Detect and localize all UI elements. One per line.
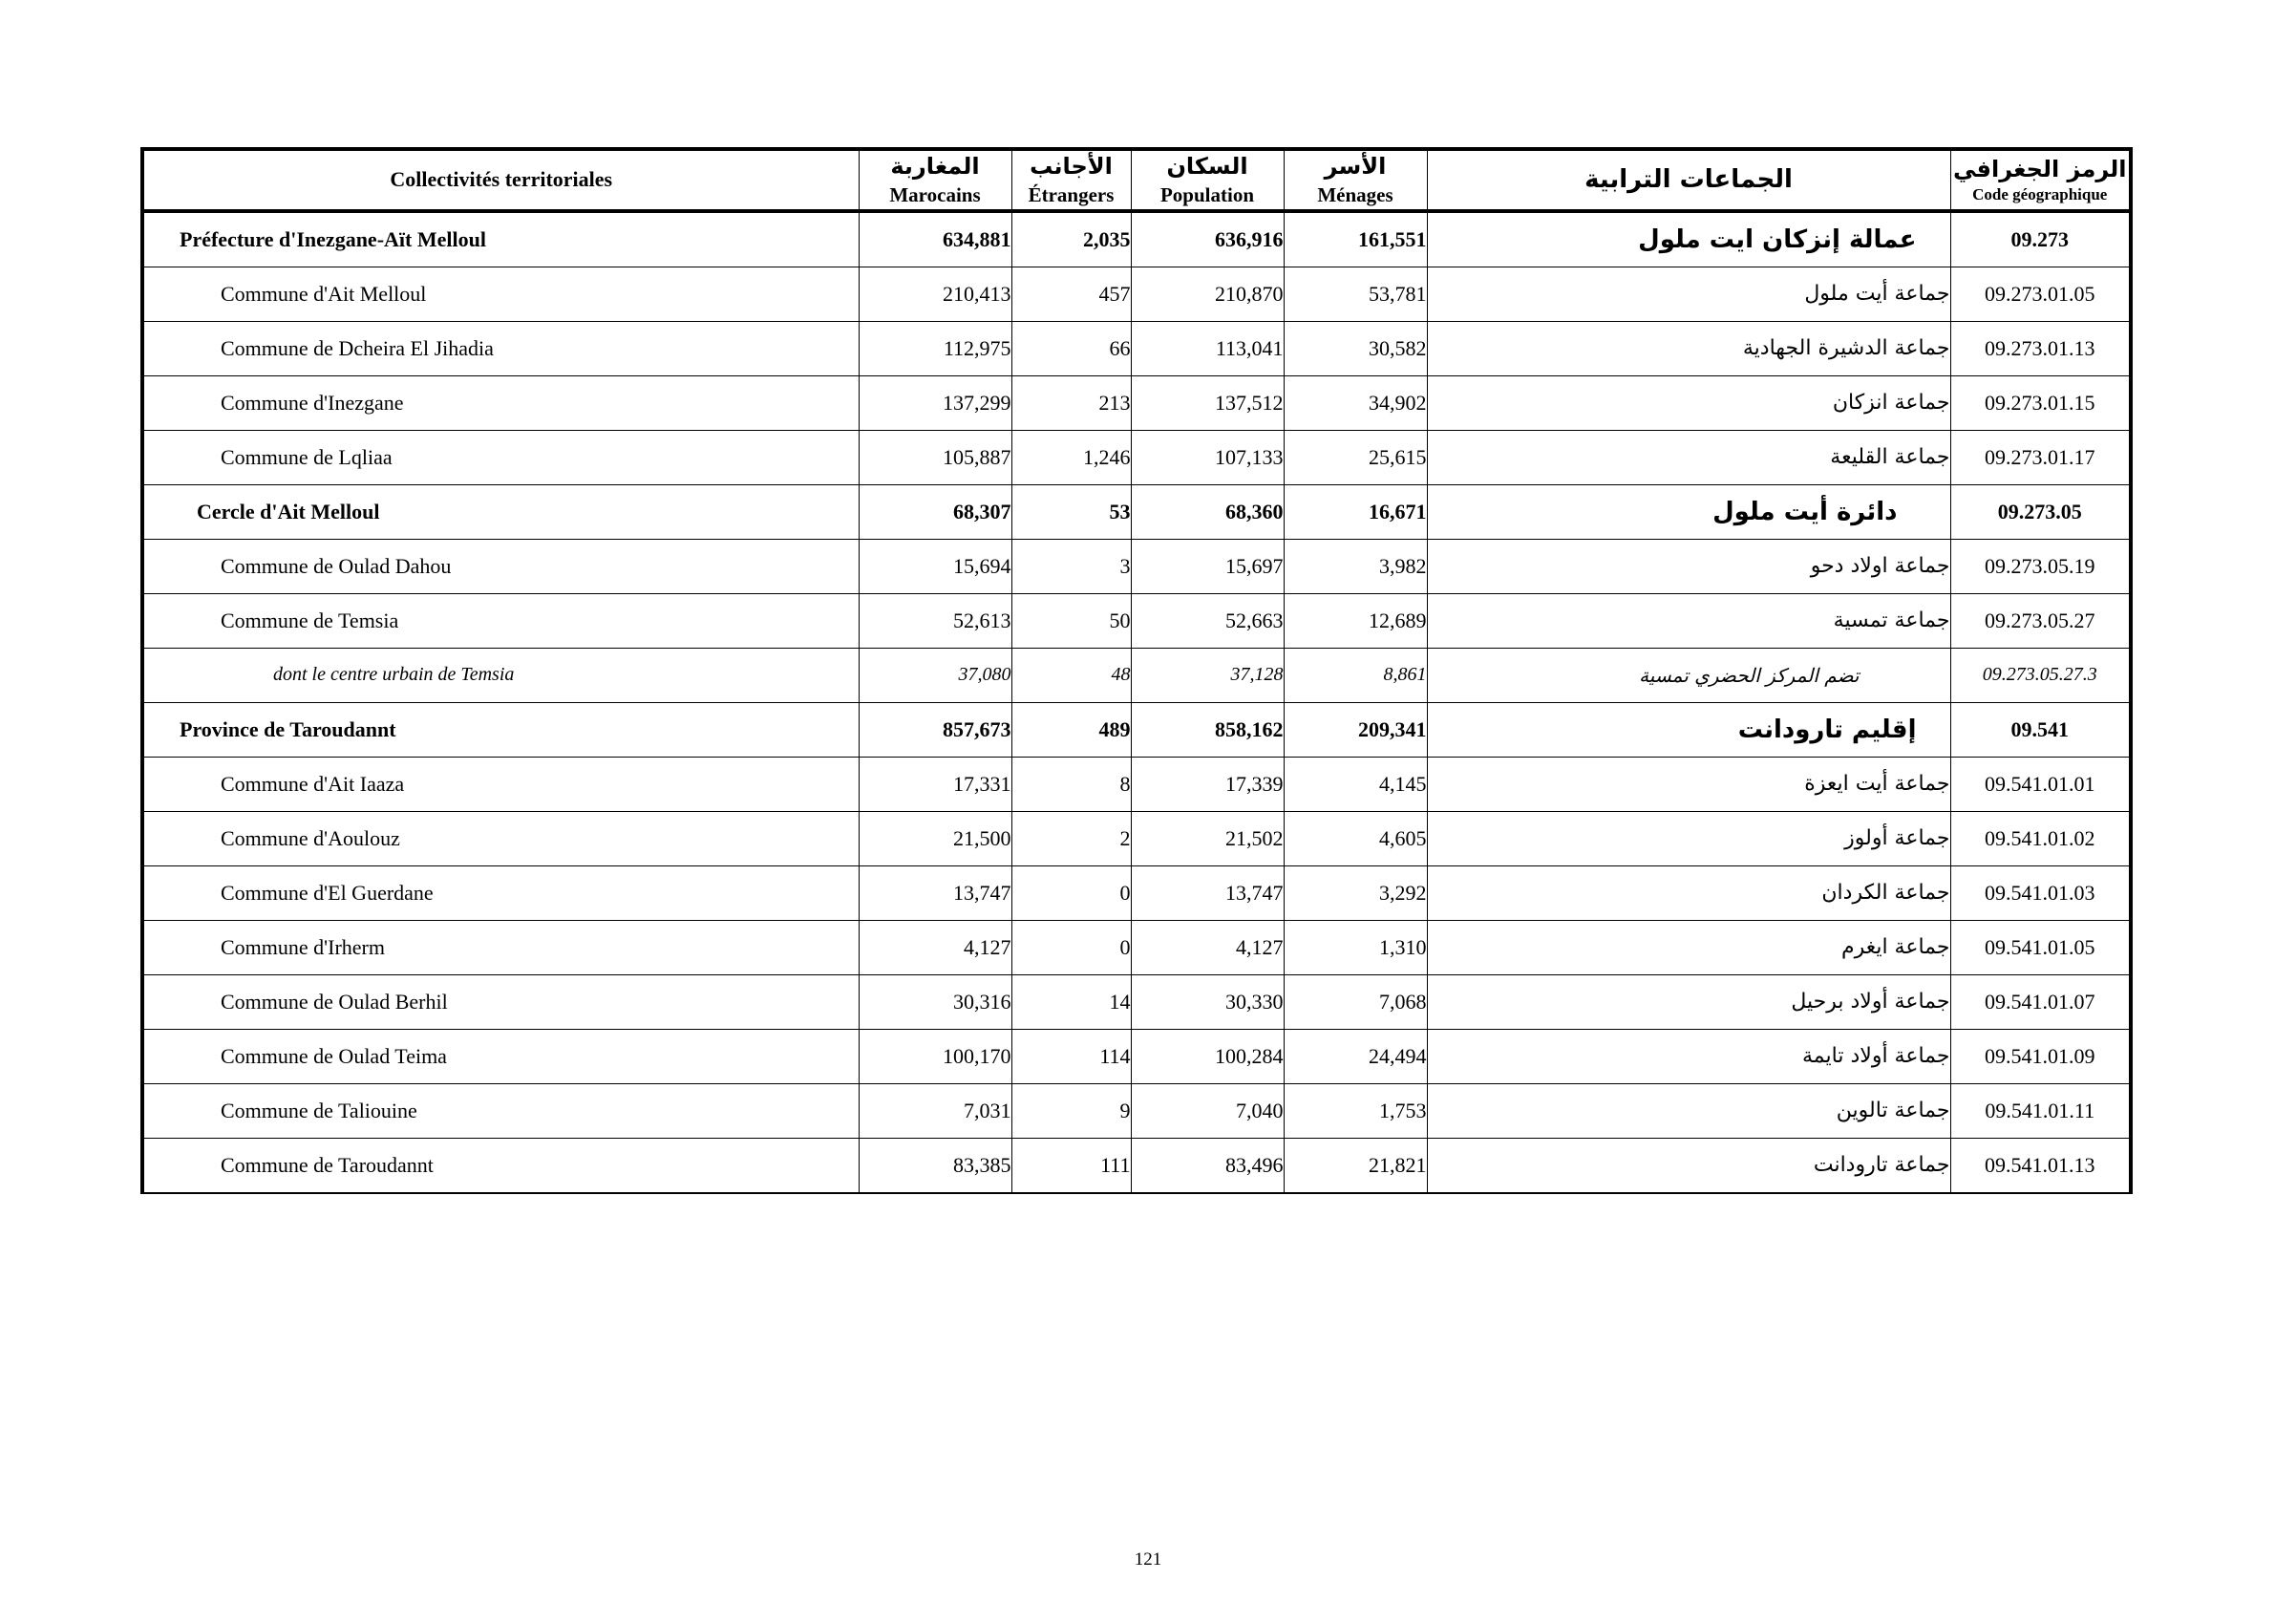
page-number: 121	[1134, 1549, 1162, 1570]
row-population: 15,697	[1131, 539, 1284, 593]
row-marocains: 105,887	[859, 430, 1011, 484]
row-code: 09.541.01.13	[1950, 1138, 2131, 1193]
header-population: السكان Population	[1131, 149, 1284, 211]
row-name-ar: جماعة اولاد دحو	[1427, 539, 1950, 593]
row-name-ar: جماعة أولاد برحيل	[1427, 974, 1950, 1029]
table-row	[142, 593, 2131, 648]
census-table	[140, 147, 2133, 1194]
row-name-fr: Commune de Taliouine	[142, 1083, 859, 1138]
row-name-fr: Commune d'Ait Melloul	[142, 267, 859, 321]
row-code: 09.273.01.17	[1950, 430, 2131, 484]
row-name-ar: جماعة أولوز	[1427, 811, 1950, 865]
row-name-ar: جماعة تارودانت	[1427, 1138, 1950, 1193]
header-marocains: المغاربة Marocains	[859, 149, 1011, 211]
row-etrangers: 0	[1011, 920, 1131, 974]
row-population: 37,128	[1131, 648, 1284, 702]
row-code: 09.541.01.01	[1950, 757, 2131, 811]
row-name-fr: Commune d'El Guerdane	[142, 865, 859, 920]
row-marocains: 7,031	[859, 1083, 1011, 1138]
row-code: 09.273.05.27	[1950, 593, 2131, 648]
row-menages: 1,310	[1284, 920, 1427, 974]
row-code: 09.541.01.03	[1950, 865, 2131, 920]
row-marocains: 30,316	[859, 974, 1011, 1029]
row-code: 09.541.01.09	[1950, 1029, 2131, 1083]
row-name-fr: Cercle d'Ait Melloul	[142, 484, 859, 539]
table-row	[142, 865, 2131, 920]
row-population: 4,127	[1131, 920, 1284, 974]
row-name-fr: Commune de Taroudannt	[142, 1138, 859, 1193]
row-etrangers: 213	[1011, 375, 1131, 430]
row-code: 09.273.01.05	[1950, 267, 2131, 321]
row-code: 09.273.05.19	[1950, 539, 2131, 593]
row-population: 30,330	[1131, 974, 1284, 1029]
table-row	[142, 211, 2131, 267]
row-name-fr: Commune d'Inezgane	[142, 375, 859, 430]
row-population: 21,502	[1131, 811, 1284, 865]
header-menages: الأسر Ménages	[1284, 149, 1427, 211]
row-etrangers: 8	[1011, 757, 1131, 811]
row-menages: 3,982	[1284, 539, 1427, 593]
row-menages: 25,615	[1284, 430, 1427, 484]
table-row	[142, 811, 2131, 865]
row-name-fr: Commune d'Aoulouz	[142, 811, 859, 865]
row-name-ar: جماعة أيت ايعزة	[1427, 757, 1950, 811]
row-etrangers: 489	[1011, 702, 1131, 757]
row-etrangers: 111	[1011, 1138, 1131, 1193]
row-population: 52,663	[1131, 593, 1284, 648]
row-marocains: 137,299	[859, 375, 1011, 430]
row-name-fr: Commune de Oulad Dahou	[142, 539, 859, 593]
row-name-fr: Préfecture d'Inezgane-Aït Melloul	[142, 211, 859, 267]
row-name-ar: جماعة أيت ملول	[1427, 267, 1950, 321]
table-row	[142, 1083, 2131, 1138]
row-marocains: 112,975	[859, 321, 1011, 375]
row-marocains: 37,080	[859, 648, 1011, 702]
row-etrangers: 2	[1011, 811, 1131, 865]
header-etrangers: الأجانب Étrangers	[1011, 149, 1131, 211]
table-row	[142, 430, 2131, 484]
row-menages: 7,068	[1284, 974, 1427, 1029]
row-etrangers: 50	[1011, 593, 1131, 648]
row-marocains: 100,170	[859, 1029, 1011, 1083]
row-name-ar: جماعة ايغرم	[1427, 920, 1950, 974]
table-row	[142, 757, 2131, 811]
row-population: 107,133	[1131, 430, 1284, 484]
row-menages: 161,551	[1284, 211, 1427, 267]
row-name-ar: جماعة الدشيرة الجهادية	[1427, 321, 1950, 375]
row-menages: 16,671	[1284, 484, 1427, 539]
row-marocains: 210,413	[859, 267, 1011, 321]
table-row	[142, 920, 2131, 974]
row-menages: 8,861	[1284, 648, 1427, 702]
row-name-ar: إقليم تارودانت	[1427, 702, 1950, 757]
table-body	[142, 211, 2131, 1193]
row-name-fr: Commune d'Irherm	[142, 920, 859, 974]
row-marocains: 68,307	[859, 484, 1011, 539]
row-population: 13,747	[1131, 865, 1284, 920]
row-marocains: 17,331	[859, 757, 1011, 811]
row-code: 09.273	[1950, 211, 2131, 267]
row-code: 09.541.01.07	[1950, 974, 2131, 1029]
row-marocains: 21,500	[859, 811, 1011, 865]
row-etrangers: 48	[1011, 648, 1131, 702]
row-menages: 1,753	[1284, 1083, 1427, 1138]
row-name-fr: Province de Taroudannt	[142, 702, 859, 757]
table-row	[142, 539, 2131, 593]
row-menages: 209,341	[1284, 702, 1427, 757]
row-code: 09.541.01.11	[1950, 1083, 2131, 1138]
table-row	[142, 321, 2131, 375]
row-name-fr: dont le centre urbain de Temsia	[142, 648, 859, 702]
row-menages: 53,781	[1284, 267, 1427, 321]
row-etrangers: 457	[1011, 267, 1131, 321]
row-menages: 30,582	[1284, 321, 1427, 375]
table-row	[142, 974, 2131, 1029]
row-menages: 4,605	[1284, 811, 1427, 865]
row-code: 09.273.05	[1950, 484, 2131, 539]
row-name-fr: Commune de Temsia	[142, 593, 859, 648]
row-name-ar: عمالة إنزكان ايت ملول	[1427, 211, 1950, 267]
row-name-ar: جماعة تمسية	[1427, 593, 1950, 648]
row-name-ar: جماعة أولاد تايمة	[1427, 1029, 1950, 1083]
row-etrangers: 114	[1011, 1029, 1131, 1083]
row-name-ar: جماعة تالوين	[1427, 1083, 1950, 1138]
table-row	[142, 702, 2131, 757]
row-name-ar: جماعة انزكان	[1427, 375, 1950, 430]
header-code: الرمز الجغرافي Code géographique	[1950, 149, 2131, 211]
row-etrangers: 14	[1011, 974, 1131, 1029]
row-etrangers: 66	[1011, 321, 1131, 375]
row-population: 100,284	[1131, 1029, 1284, 1083]
row-name-ar: تضم المركز الحضري تمسية	[1427, 648, 1950, 702]
row-name-fr: Commune d'Ait Iaaza	[142, 757, 859, 811]
row-etrangers: 1,246	[1011, 430, 1131, 484]
row-etrangers: 2,035	[1011, 211, 1131, 267]
row-code: 09.541.01.02	[1950, 811, 2131, 865]
row-marocains: 13,747	[859, 865, 1011, 920]
row-population: 636,916	[1131, 211, 1284, 267]
row-etrangers: 9	[1011, 1083, 1131, 1138]
row-name-fr: Commune de Dcheira El Jihadia	[142, 321, 859, 375]
header-jamaat-ar: الجماعات الترابية	[1427, 149, 1950, 211]
row-menages: 24,494	[1284, 1029, 1427, 1083]
row-menages: 34,902	[1284, 375, 1427, 430]
table-row	[142, 375, 2131, 430]
row-etrangers: 0	[1011, 865, 1131, 920]
header-collectivites: Collectivités territoriales	[142, 149, 859, 211]
row-code: 09.273.01.13	[1950, 321, 2131, 375]
table-row	[142, 484, 2131, 539]
row-etrangers: 53	[1011, 484, 1131, 539]
row-menages: 4,145	[1284, 757, 1427, 811]
table-row	[142, 648, 2131, 702]
row-menages: 21,821	[1284, 1138, 1427, 1193]
row-code: 09.541.01.05	[1950, 920, 2131, 974]
row-name-fr: Commune de Oulad Teima	[142, 1029, 859, 1083]
header-row	[142, 149, 2131, 211]
row-population: 210,870	[1131, 267, 1284, 321]
row-name-ar: جماعة القليعة	[1427, 430, 1950, 484]
row-population: 858,162	[1131, 702, 1284, 757]
row-population: 137,512	[1131, 375, 1284, 430]
row-name-ar: جماعة الكردان	[1427, 865, 1950, 920]
row-menages: 12,689	[1284, 593, 1427, 648]
row-name-ar: دائرة أيت ملول	[1427, 484, 1950, 539]
row-marocains: 52,613	[859, 593, 1011, 648]
row-population: 7,040	[1131, 1083, 1284, 1138]
row-marocains: 857,673	[859, 702, 1011, 757]
row-marocains: 634,881	[859, 211, 1011, 267]
row-name-fr: Commune de Oulad Berhil	[142, 974, 859, 1029]
table-row	[142, 1138, 2131, 1193]
row-etrangers: 3	[1011, 539, 1131, 593]
row-code: 09.273.01.15	[1950, 375, 2131, 430]
row-marocains: 4,127	[859, 920, 1011, 974]
row-marocains: 15,694	[859, 539, 1011, 593]
row-population: 83,496	[1131, 1138, 1284, 1193]
row-code: 09.273.05.27.3	[1950, 648, 2131, 702]
row-population: 68,360	[1131, 484, 1284, 539]
row-population: 113,041	[1131, 321, 1284, 375]
row-code: 09.541	[1950, 702, 2131, 757]
row-menages: 3,292	[1284, 865, 1427, 920]
table-row	[142, 1029, 2131, 1083]
row-population: 17,339	[1131, 757, 1284, 811]
row-name-fr: Commune de Lqliaa	[142, 430, 859, 484]
table-row	[142, 267, 2131, 321]
row-marocains: 83,385	[859, 1138, 1011, 1193]
